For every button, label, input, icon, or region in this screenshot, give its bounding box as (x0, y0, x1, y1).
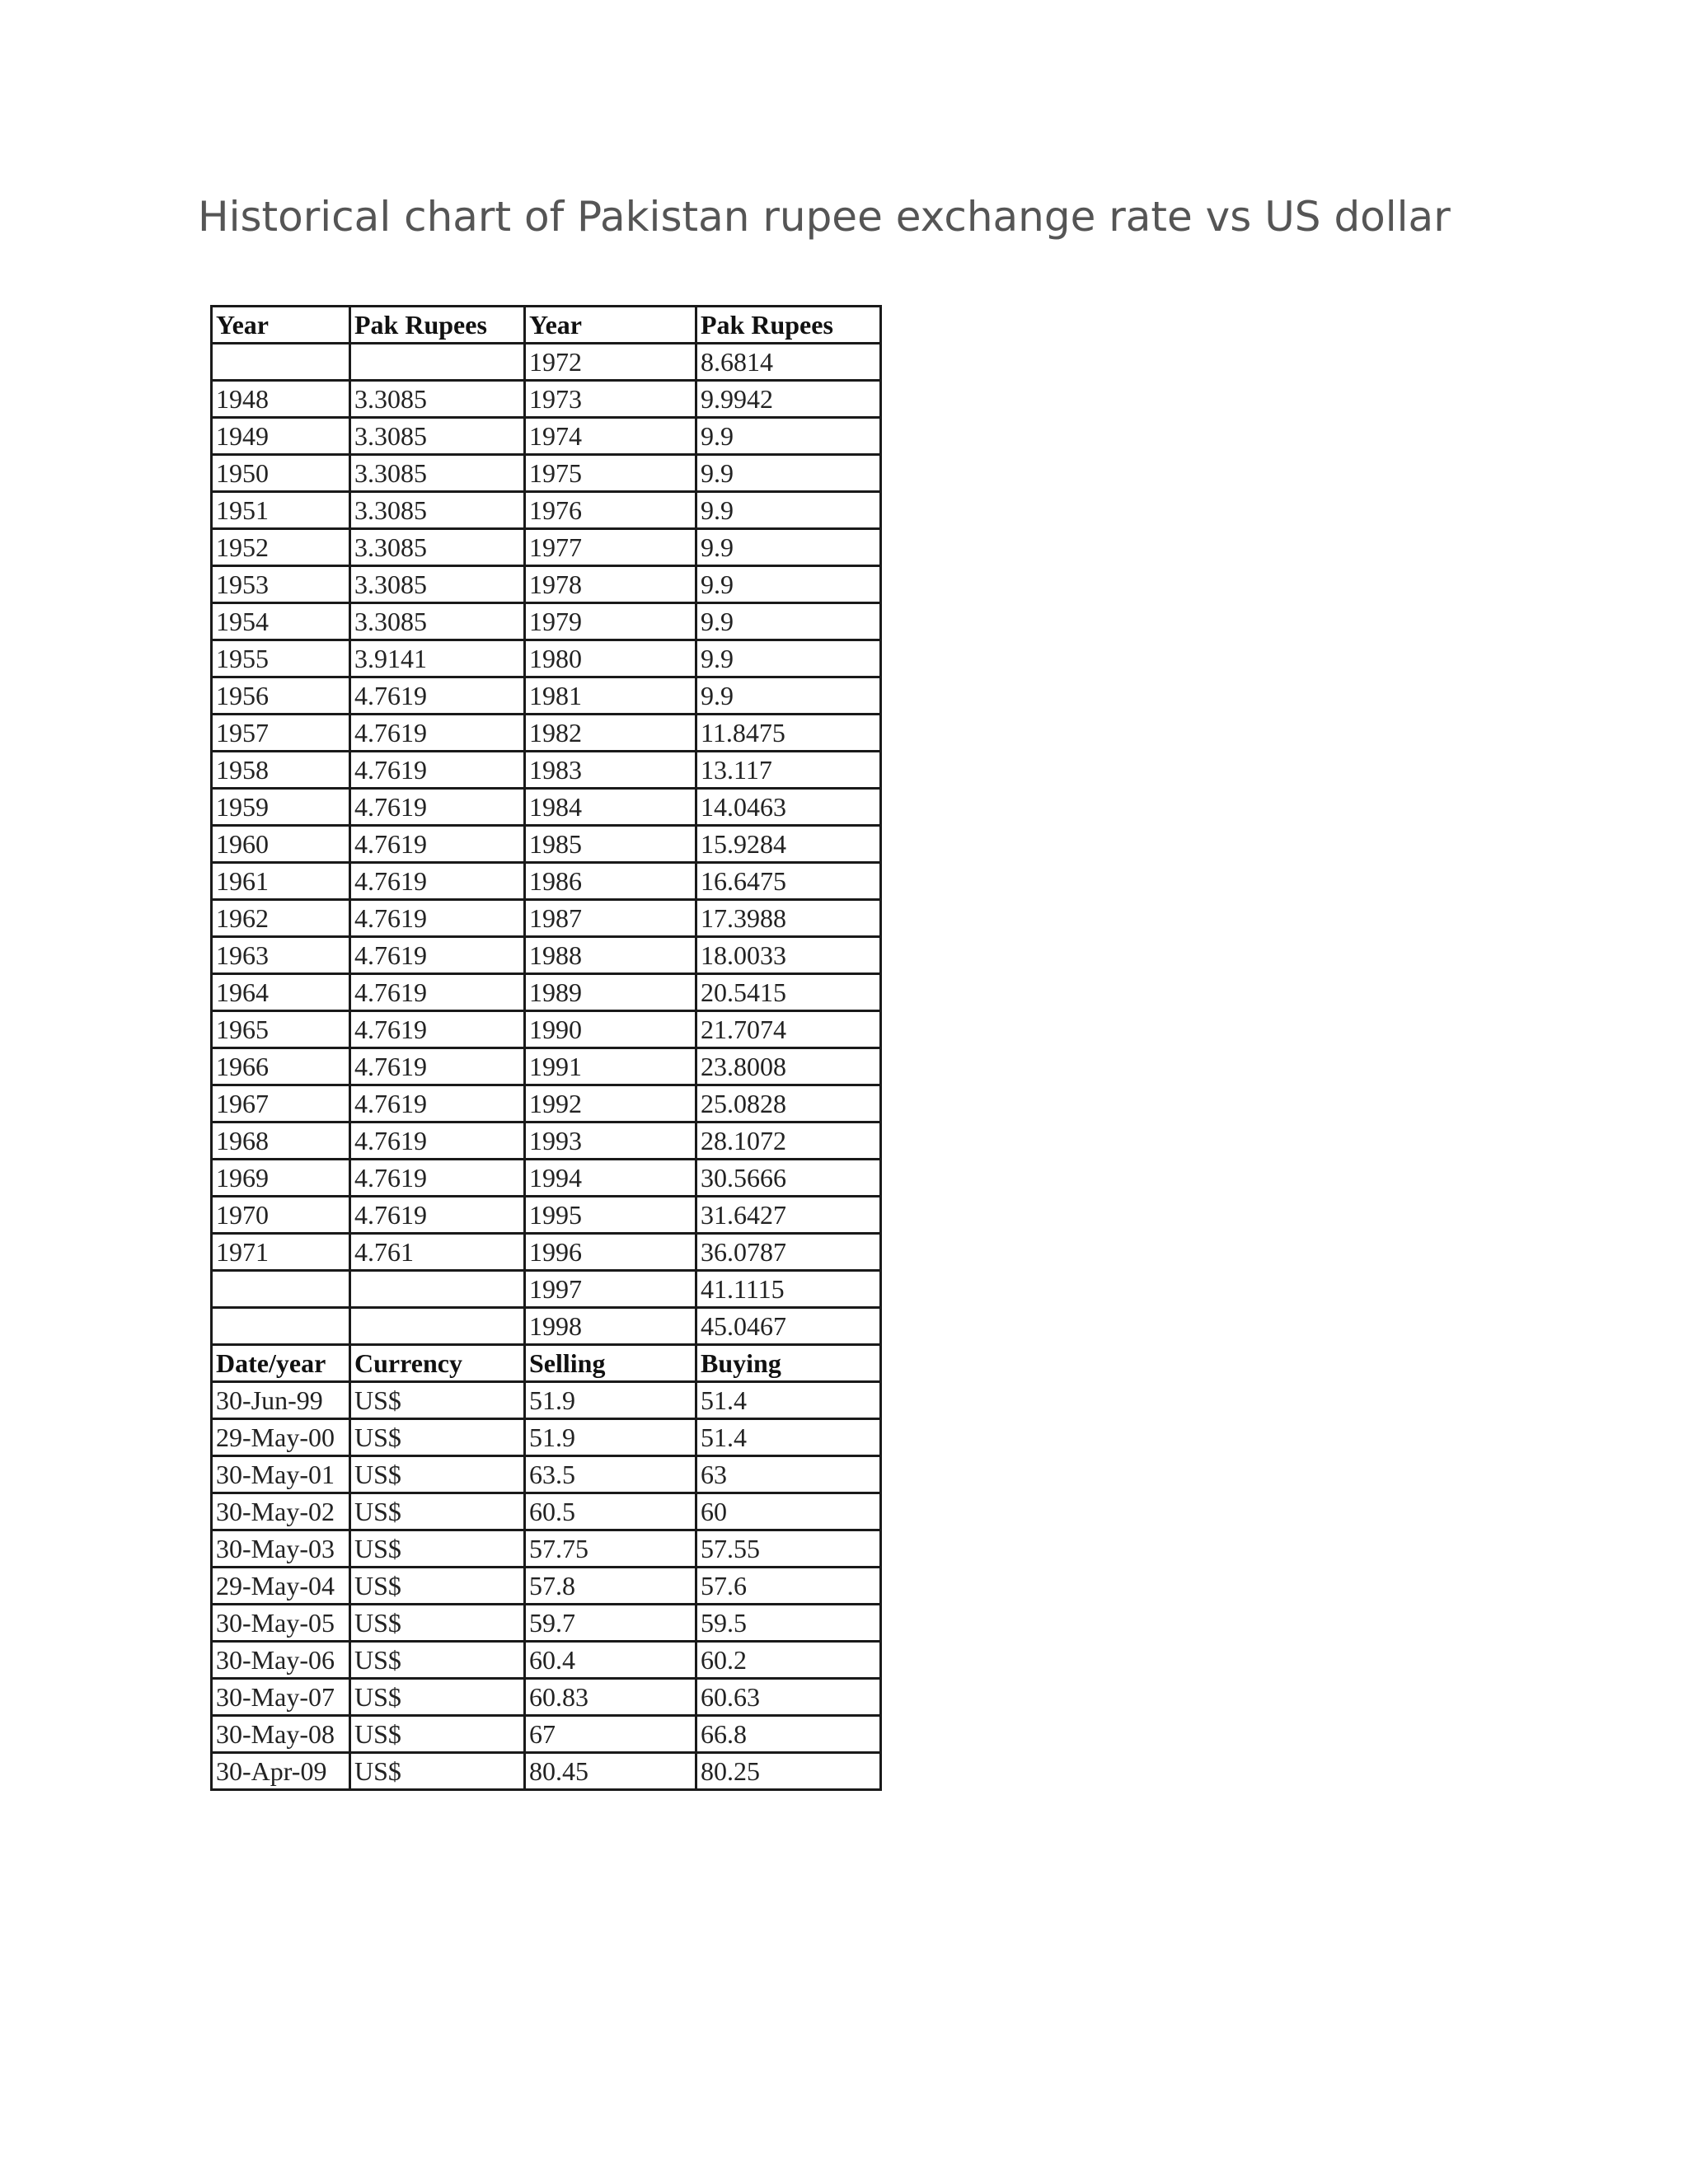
table-cell: 1984 (525, 789, 696, 826)
table-cell: 9.9 (696, 677, 881, 715)
table-cell: 4.7619 (350, 863, 525, 900)
column-header: Date/year (212, 1345, 350, 1382)
table-row (212, 1568, 881, 1605)
table-cell: 51.4 (696, 1419, 881, 1456)
table-cell: US$ (350, 1716, 525, 1753)
table-row (212, 937, 881, 974)
table-cell: 57.8 (525, 1568, 696, 1605)
table-cell: 57.6 (696, 1568, 881, 1605)
table-cell: 14.0463 (696, 789, 881, 826)
table-cell: 1982 (525, 715, 696, 752)
table-cell: 80.45 (525, 1753, 696, 1790)
table-cell: 18.0033 (696, 937, 881, 974)
table-row (212, 1493, 881, 1530)
table-cell: 4.7619 (350, 1085, 525, 1122)
table-cell: 4.7619 (350, 937, 525, 974)
table-row (212, 1642, 881, 1679)
table-row (212, 455, 881, 492)
table-cell: 1991 (525, 1048, 696, 1085)
table-row (212, 1234, 881, 1271)
table-cell: 3.3085 (350, 529, 525, 566)
table-cell: 51.9 (525, 1382, 696, 1419)
table-cell (212, 344, 350, 381)
table-cell: 1995 (525, 1197, 696, 1234)
table-row (212, 418, 881, 455)
table-cell: 51.9 (525, 1419, 696, 1456)
table-row (212, 603, 881, 640)
table-row (212, 640, 881, 677)
column-header: Buying (696, 1345, 881, 1382)
table-cell: 1958 (212, 752, 350, 789)
table-cell: 1998 (525, 1308, 696, 1345)
table-cell: 4.7619 (350, 900, 525, 937)
table-cell: 1954 (212, 603, 350, 640)
table-cell: 51.4 (696, 1382, 881, 1419)
table-cell: 30-May-08 (212, 1716, 350, 1753)
table-cell: 4.7619 (350, 1122, 525, 1160)
table-row (212, 1048, 881, 1085)
table-cell: 30-May-03 (212, 1530, 350, 1568)
table-cell: 30-May-01 (212, 1456, 350, 1493)
table-cell: 57.55 (696, 1530, 881, 1568)
table-row (212, 1271, 881, 1308)
table-cell: 1986 (525, 863, 696, 900)
column-header: Pak Rupees (696, 307, 881, 344)
table-cell: 17.3988 (696, 900, 881, 937)
table-cell: 30-May-06 (212, 1642, 350, 1679)
table-cell: 30-Apr-09 (212, 1753, 350, 1790)
table-cell: 1972 (525, 344, 696, 381)
table-cell: 16.6475 (696, 863, 881, 900)
table-cell: 1979 (525, 603, 696, 640)
table-cell: US$ (350, 1493, 525, 1530)
table-cell (212, 1271, 350, 1308)
table-row (212, 1419, 881, 1456)
table-cell: 1957 (212, 715, 350, 752)
table-cell: 20.5415 (696, 974, 881, 1011)
table-cell: 1985 (525, 826, 696, 863)
table-row (212, 1753, 881, 1790)
table-cell: 4.7619 (350, 789, 525, 826)
column-header: Selling (525, 1345, 696, 1382)
table-cell: 1996 (525, 1234, 696, 1271)
table-row (212, 1160, 881, 1197)
table-cell: 9.9 (696, 529, 881, 566)
table-cell: 4.7619 (350, 974, 525, 1011)
table-cell: 4.7619 (350, 826, 525, 863)
table-cell: 1990 (525, 1011, 696, 1048)
table-cell: 13.117 (696, 752, 881, 789)
table-cell: 1953 (212, 566, 350, 603)
table-cell: 4.7619 (350, 752, 525, 789)
table-row (212, 1679, 881, 1716)
table-cell: 1988 (525, 937, 696, 974)
table-row (212, 900, 881, 937)
table-cell: 1967 (212, 1085, 350, 1122)
table-cell: 3.3085 (350, 492, 525, 529)
table-cell: 4.761 (350, 1234, 525, 1271)
table-cell: 9.9 (696, 566, 881, 603)
page-title: Historical chart of Pakistan rupee exchange rate vs US dollar (198, 193, 1451, 241)
table-row (212, 677, 881, 715)
table-cell: 1971 (212, 1234, 350, 1271)
column-header: Currency (350, 1345, 525, 1382)
table-cell: US$ (350, 1382, 525, 1419)
table-row (212, 715, 881, 752)
table-cell: US$ (350, 1419, 525, 1456)
table-cell: 1997 (525, 1271, 696, 1308)
table-cell: 3.9141 (350, 640, 525, 677)
table-cell: 1987 (525, 900, 696, 937)
table-cell: 1955 (212, 640, 350, 677)
exchange-rate-table (210, 305, 882, 1791)
table-cell: 25.0828 (696, 1085, 881, 1122)
table-cell: 3.3085 (350, 381, 525, 418)
table-cell: 4.7619 (350, 677, 525, 715)
table-cell: 1961 (212, 863, 350, 900)
table-cell: 1950 (212, 455, 350, 492)
table-row (212, 1382, 881, 1419)
table-header-row (212, 307, 881, 344)
table-cell: 9.9 (696, 418, 881, 455)
table-cell: 30.5666 (696, 1160, 881, 1197)
table-cell: 9.9 (696, 603, 881, 640)
table-cell: 30-May-02 (212, 1493, 350, 1530)
table-cell: 1973 (525, 381, 696, 418)
table-cell: 1956 (212, 677, 350, 715)
table-cell: 59.5 (696, 1605, 881, 1642)
table-row (212, 381, 881, 418)
table-row (212, 1011, 881, 1048)
table-cell: 11.8475 (696, 715, 881, 752)
table-cell: 1983 (525, 752, 696, 789)
table-row (212, 1122, 881, 1160)
table-cell: 9.9 (696, 492, 881, 529)
table-cell: 1974 (525, 418, 696, 455)
table-cell: 4.7619 (350, 1197, 525, 1234)
table-cell: 60.4 (525, 1642, 696, 1679)
table-row (212, 1716, 881, 1753)
table-cell: US$ (350, 1530, 525, 1568)
table-cell: 57.75 (525, 1530, 696, 1568)
table-cell: 8.6814 (696, 344, 881, 381)
table-cell: US$ (350, 1605, 525, 1642)
table-cell: US$ (350, 1568, 525, 1605)
table-cell: 1963 (212, 937, 350, 974)
table-cell: 4.7619 (350, 1160, 525, 1197)
table-row (212, 1605, 881, 1642)
table-cell: 1992 (525, 1085, 696, 1122)
table-row (212, 974, 881, 1011)
table-cell: 1948 (212, 381, 350, 418)
table-row (212, 492, 881, 529)
table-cell: 1977 (525, 529, 696, 566)
table-cell: 60.63 (696, 1679, 881, 1716)
table-cell: 1970 (212, 1197, 350, 1234)
table-cell: 1959 (212, 789, 350, 826)
column-header: Year (525, 307, 696, 344)
table-cell: 60.5 (525, 1493, 696, 1530)
table-cell: 1980 (525, 640, 696, 677)
table-cell: 59.7 (525, 1605, 696, 1642)
table-row (212, 863, 881, 900)
table-cell: 36.0787 (696, 1234, 881, 1271)
table-row (212, 1456, 881, 1493)
table-cell: 1965 (212, 1011, 350, 1048)
table-cell: 28.1072 (696, 1122, 881, 1160)
table-row (212, 566, 881, 603)
table-row (212, 1530, 881, 1568)
table-cell: 1966 (212, 1048, 350, 1085)
table-cell: 4.7619 (350, 715, 525, 752)
table-cell (212, 1308, 350, 1345)
table-cell: 1952 (212, 529, 350, 566)
table-cell: US$ (350, 1679, 525, 1716)
table-cell: 1949 (212, 418, 350, 455)
table-cell: 1994 (525, 1160, 696, 1197)
table-cell (350, 344, 525, 381)
table-row (212, 826, 881, 863)
table-cell: 29-May-00 (212, 1419, 350, 1456)
table-cell: 60.2 (696, 1642, 881, 1679)
table-cell: 30-May-07 (212, 1679, 350, 1716)
table-cell: 9.9942 (696, 381, 881, 418)
table-header-row (212, 1345, 881, 1382)
table-cell (350, 1271, 525, 1308)
table-cell: US$ (350, 1456, 525, 1493)
table-cell: 1981 (525, 677, 696, 715)
table-cell: 1993 (525, 1122, 696, 1160)
table-row (212, 752, 881, 789)
table-cell: 1960 (212, 826, 350, 863)
table-cell: 15.9284 (696, 826, 881, 863)
table-cell: 45.0467 (696, 1308, 881, 1345)
table-cell: 66.8 (696, 1716, 881, 1753)
table-cell: 1989 (525, 974, 696, 1011)
table-cell: 4.7619 (350, 1048, 525, 1085)
column-header: Pak Rupees (350, 307, 525, 344)
table-cell: 9.9 (696, 455, 881, 492)
table-cell: 30-May-05 (212, 1605, 350, 1642)
table-cell (350, 1308, 525, 1345)
table-cell: 1976 (525, 492, 696, 529)
table-cell: 1964 (212, 974, 350, 1011)
table-cell: 63 (696, 1456, 881, 1493)
table-row (212, 1308, 881, 1345)
table-cell: 23.8008 (696, 1048, 881, 1085)
table-cell: 60.83 (525, 1679, 696, 1716)
table-cell: 1978 (525, 566, 696, 603)
table-cell: 29-May-04 (212, 1568, 350, 1605)
column-header: Year (212, 307, 350, 344)
table-cell: 21.7074 (696, 1011, 881, 1048)
table-cell: 3.3085 (350, 455, 525, 492)
table-cell: 31.6427 (696, 1197, 881, 1234)
table-cell: 1962 (212, 900, 350, 937)
table-cell: 1951 (212, 492, 350, 529)
table-cell: 4.7619 (350, 1011, 525, 1048)
table-row (212, 1085, 881, 1122)
table-cell: 63.5 (525, 1456, 696, 1493)
table-cell: 80.25 (696, 1753, 881, 1790)
exchange-rate-table-body (212, 307, 881, 1790)
table-cell: 1975 (525, 455, 696, 492)
table-cell: 3.3085 (350, 418, 525, 455)
table-row (212, 1197, 881, 1234)
table-cell: 3.3085 (350, 566, 525, 603)
table-row (212, 789, 881, 826)
table-cell: 3.3085 (350, 603, 525, 640)
table-row (212, 529, 881, 566)
table-row (212, 344, 881, 381)
table-cell: 67 (525, 1716, 696, 1753)
table-cell: US$ (350, 1642, 525, 1679)
table-cell: US$ (350, 1753, 525, 1790)
table-cell: 30-Jun-99 (212, 1382, 350, 1419)
table-cell: 1969 (212, 1160, 350, 1197)
table-cell: 41.1115 (696, 1271, 881, 1308)
table-cell: 9.9 (696, 640, 881, 677)
table-cell: 60 (696, 1493, 881, 1530)
table-cell: 1968 (212, 1122, 350, 1160)
